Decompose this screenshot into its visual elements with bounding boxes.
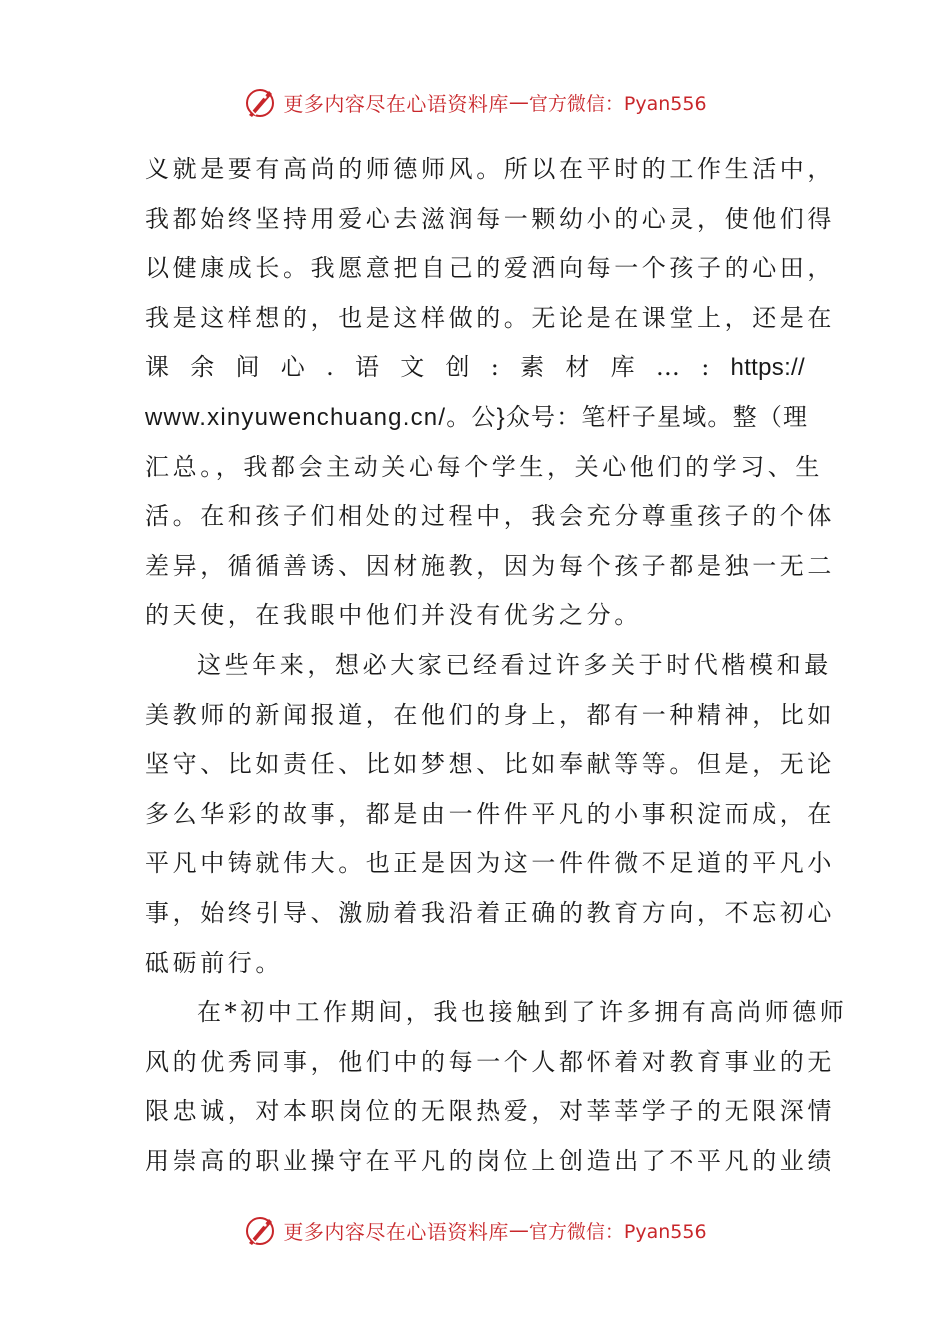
text-char: 库 [610,353,635,382]
paragraph-start-line: 在*初中工作期间，我也接触到了许多拥有高尚师德师 [197,998,848,1027]
text-line: 多么华彩的故事，都是由一件件平凡的小事积淀而成，在 [145,799,835,828]
text-line: 砥砺前行。 [145,948,283,977]
text-char: 心 [280,353,305,382]
url-fragment: https:// [730,354,805,382]
header-banner [0,82,950,122]
text-line: 我是这样想的，也是这样做的。无论是在课堂上，还是在 [145,303,835,332]
text-char: 文 [400,353,425,382]
text-line: 风的优秀同事，他们中的每一个人都怀着对教育事业的无 [145,1047,835,1076]
text-line: 差异，循循善诱、因材施教，因为每个孩子都是独一无二 [145,551,835,580]
text-line-justified [145,343,805,393]
document-body [145,145,848,1186]
text-char: 材 [565,353,590,382]
text-line: 美教师的新闻报道，在他们的身上，都有一种精神，比如 [145,700,835,729]
pen-nib-circle-icon [243,85,277,119]
text-line: 汇总。，我都会主动关心每个学生，关心他们的学习、生 [145,452,823,481]
text-char: . [326,353,334,382]
header-wechat: 官方微信：Pyan556 [528,92,707,115]
footer-banner [0,1210,950,1250]
footer-separator: — [508,1218,529,1242]
text-char: 素 [520,353,545,382]
text-line: 我都始终坚持用爱心去滋润每一颗幼小的心灵，使他们得 [145,204,835,233]
text-line: 用崇高的职业操守在平凡的岗位上创造出了不平凡的业绩 [145,1146,835,1175]
text-line: 义就是要有高尚的师德师风。所以在平时的工作生活中， [145,155,835,183]
text-char: 创 [445,353,470,382]
text-char: … [655,353,680,382]
text-char: 间 [235,353,260,382]
header-separator: — [508,90,529,114]
header-title: 更多内容尽在心语资料库 [283,91,509,116]
text-line-url: www.xinyuwenchuang.cn/。公}众号：笔杆子星域。整（理 [145,403,809,431]
text-line: 限忠诚，对本职岗位的无限热爱，对莘莘学子的无限深情 [145,1097,835,1126]
text-char: 余 [190,353,215,382]
text-line: 的天使，在我眼中他们并没有优劣之分。 [145,601,642,630]
text-line: 平凡中铸就伟大。也正是因为这一件件微不足道的平凡小 [145,849,835,878]
footer-wechat: 官方微信：Pyan556 [528,1220,707,1243]
text-line: 活。在和孩子们相处的过程中，我会充分尊重孩子的个体 [145,502,835,531]
text-char: 课 [145,353,169,382]
text-char: 语 [354,353,379,382]
text-line: 以健康成长。我愿意把自己的爱洒向每一个孩子的心田， [145,254,835,283]
pen-nib-circle-icon [243,1213,277,1247]
text-char: : [701,353,710,382]
text-line: 事，始终引导、激励着我沿着正确的教育方向，不忘初心 [145,898,835,927]
footer-title: 更多内容尽在心语资料库 [283,1219,509,1244]
paragraph-start-line: 这些年来，想必大家已经看过许多关于时代楷模和最 [197,650,832,679]
text-char: : [490,353,499,382]
text-line: 坚守、比如责任、比如梦想、比如奉献等等。但是，无论 [145,750,835,779]
